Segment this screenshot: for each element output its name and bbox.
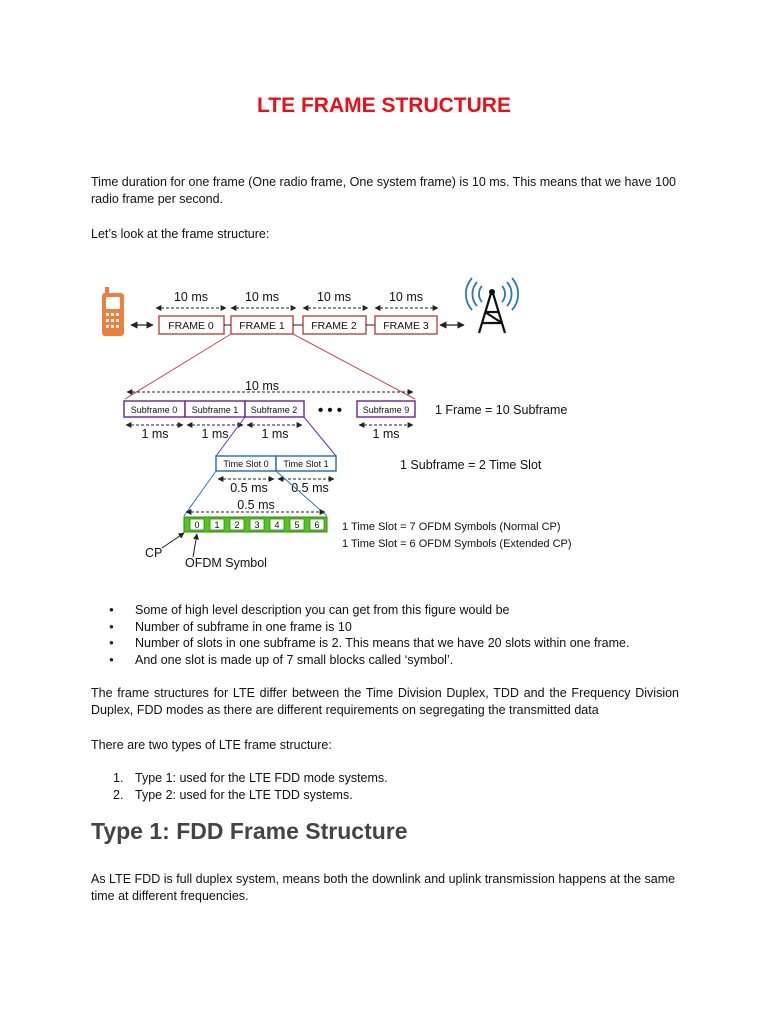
list-item: ● Number of subframe in one frame is 10 [91,619,629,636]
frame-duration-label: 10 ms [173,290,209,304]
list-item [91,787,388,804]
time-slot-label: Time Slot 1 [283,459,329,469]
lets-look-paragraph: Let’s look at the frame structure: [91,227,270,241]
ofdm-symbol-label: OFDM Symbol [185,556,267,570]
frame-box-label: FRAME 2 [311,320,357,332]
frame-total-duration-label: 10 ms [244,379,280,393]
slot-duration-label: 0.5 ms [291,481,329,495]
slot-equation-extended: 1 Time Slot = 6 OFDM Symbols (Extended CP) [342,538,572,550]
cp-label: CP [145,546,163,560]
list-number: 1. [113,771,124,785]
subframe-duration-label: 1 ms [372,427,400,441]
symbol-duration-label: 0.5 ms [237,498,275,512]
list-text: Type 2: used for the LTE TDD systems. [135,787,353,802]
frame-box-label: FRAME 1 [239,320,285,332]
frame-box-label: FRAME 0 [168,320,214,332]
symbol-index: 1 [214,520,220,530]
tdd-fdd-paragraph: The frame structures for LTE differ between the Time Division Duplex, TDD and the Frequency Division Duplex, FDD modes as there are different requirements on segregating the transmitted data [91,686,679,717]
slot-duration-label: 0.5 ms [230,481,268,495]
subframe-box-label: Subframe 0 [130,405,178,415]
subframe-equation: 1 Subframe = 2 Time Slot [400,458,542,472]
list-item: ● Some of high level description you can get from this figure would be [91,602,629,619]
symbol-index: 0 [194,520,200,530]
symbol-index: 6 [314,520,320,530]
time-slot-label: Time Slot 0 [223,459,269,469]
fdd-paragraph: As LTE FDD is full duplex system, means both the downlink and uplink transmission happens at the same time at different frequencies. [91,872,676,903]
list-text: Type 1: used for the LTE FDD mode systems. [135,771,388,785]
subframe-box-label: Subframe 2 [250,405,298,415]
frame-duration-label: 10 ms [316,290,352,304]
symbol-index: 4 [274,520,280,530]
page-title: LTE FRAME STRUCTURE [257,94,511,117]
list-item: ● Number of slots in one subframe is 2. This means that we have 20 slots within one frame. [91,635,629,652]
frame-duration-label: 10 ms [244,290,280,304]
list-number: 2. [113,787,124,802]
section-heading: Type 1: FDD Frame Structure [91,818,408,844]
intro-paragraph: Time duration for one frame (One radio frame, One system frame) is 10 ms. This means that we have 100 radio frame per second. [91,175,676,206]
symbol-index: 2 [234,520,240,530]
subframe-box-label: Subframe 1 [191,405,239,415]
subframe-duration-label: 1 ms [261,427,289,441]
symbol-index: 5 [294,520,300,530]
frame-equation: 1 Frame = 10 Subframe [435,403,568,417]
subframe-ellipsis: • • • [317,402,343,419]
frame-type-list [91,770,388,803]
slot-equation-normal: 1 Time Slot = 7 OFDM Symbols (Normal CP) [342,521,561,533]
mobile-phone-icon [102,287,124,336]
subframe-duration-label: 1 ms [201,427,229,441]
description-bullet-list [91,602,629,668]
frame-duration-label: 10 ms [388,290,424,304]
list-item: ● And one slot is made up of 7 small blocks called ‘symbol’. [91,652,629,669]
subframe-duration-label: 1 ms [141,427,169,441]
ofdm-symbol-row [184,517,327,532]
symbol-index: 3 [254,520,260,530]
cell-tower-icon [466,278,518,333]
list-item [91,770,388,787]
two-types-paragraph: There are two types of LTE frame structure: [91,738,332,752]
subframe-box-label: Subframe 9 [362,405,410,415]
frame-box-label: FRAME 3 [383,320,429,332]
